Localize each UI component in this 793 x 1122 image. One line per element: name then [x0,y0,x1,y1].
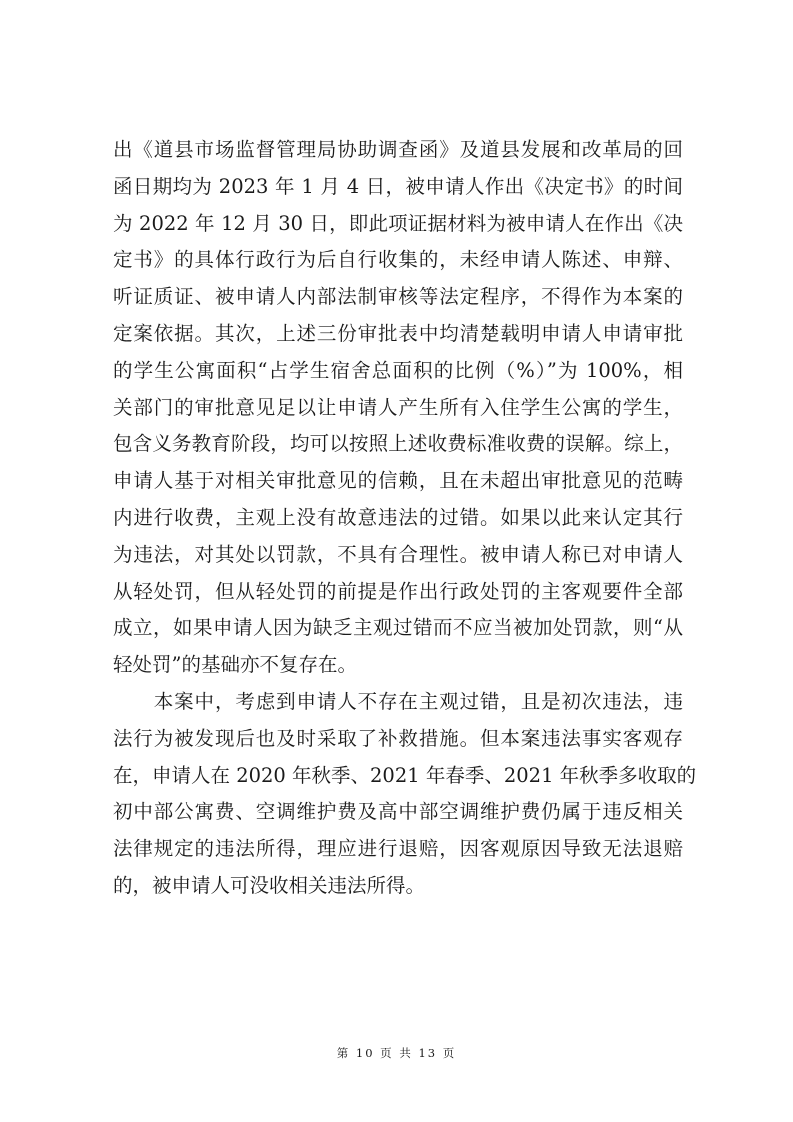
document-body [113,132,697,905]
text-line: 包含义务教育阶段，均可以按照上述收费标准收费的误解。综上， [113,432,683,456]
text-line: 法律规定的违法所得，理应进行退赔，因客观原因导致无法退赔 [113,837,683,861]
text-line: 的，被申请人可没收相关违法所得。 [113,873,426,897]
paragraph-2 [113,684,697,905]
paragraph-1 [113,132,683,684]
text-line: 出《道县市场监督管理局协助调查函》及道县发展和改革局的回 [113,138,683,161]
text-line: 为违法，对其处以罚款，不具有合理性。被申请人称已对申请人 [113,542,683,566]
text-line: 的学生公寓面积“占学生宿舍总面积的比例（%）”为 100%，相 [113,358,683,382]
text-line: 定书》的具体行政行为后自行收集的，未经申请人陈述、申辩、 [113,248,683,272]
text-line: 关部门的审批意见足以让申请人产生所有入住学生公寓的学生， [113,395,683,419]
text-line: 为 2022 年 12 月 30 日，即此项证据材料为被申请人在作出《决 [113,211,683,235]
text-line: 本案中，考虑到申请人不存在主观过错，且是初次违法，违 [113,689,683,713]
text-line: 听证质证、被申请人内部法制审核等法定程序，不得作为本案的 [113,285,683,309]
text-line: 成立，如果申请人因为缺乏主观过错而不应当被加处罚款，则“从 [113,616,683,640]
text-line: 初中部公寓费、空调维护费及高中部空调维护费仍属于违反相关 [113,800,683,824]
text-line: 轻处罚”的基础亦不复存在。 [113,653,357,677]
page-number-footer: 第 10 页 共 13 页 [336,1046,457,1060]
text-line: 从轻处罚，但从轻处罚的前提是作出行政处罚的主客观要件全部 [113,579,683,603]
text-line: 在，申请人在 2020 年秋季、2021 年春季、2021 年秋季多收取的 [113,763,697,787]
text-line: 函日期均为 2023 年 1 月 4 日，被申请人作出《决定书》的时间 [113,174,683,198]
text-line: 申请人基于对相关审批意见的信赖，且在未超出审批意见的范畴 [113,469,683,493]
text-line: 定案依据。其次，上述三份审批表中均清楚载明申请人申请审批 [113,321,683,345]
text-line: 内进行收费，主观上没有故意违法的过错。如果以此来认定其行 [113,505,683,529]
text-line: 法行为被发现后也及时采取了补救措施。但本案违法事实客观存 [113,726,683,750]
